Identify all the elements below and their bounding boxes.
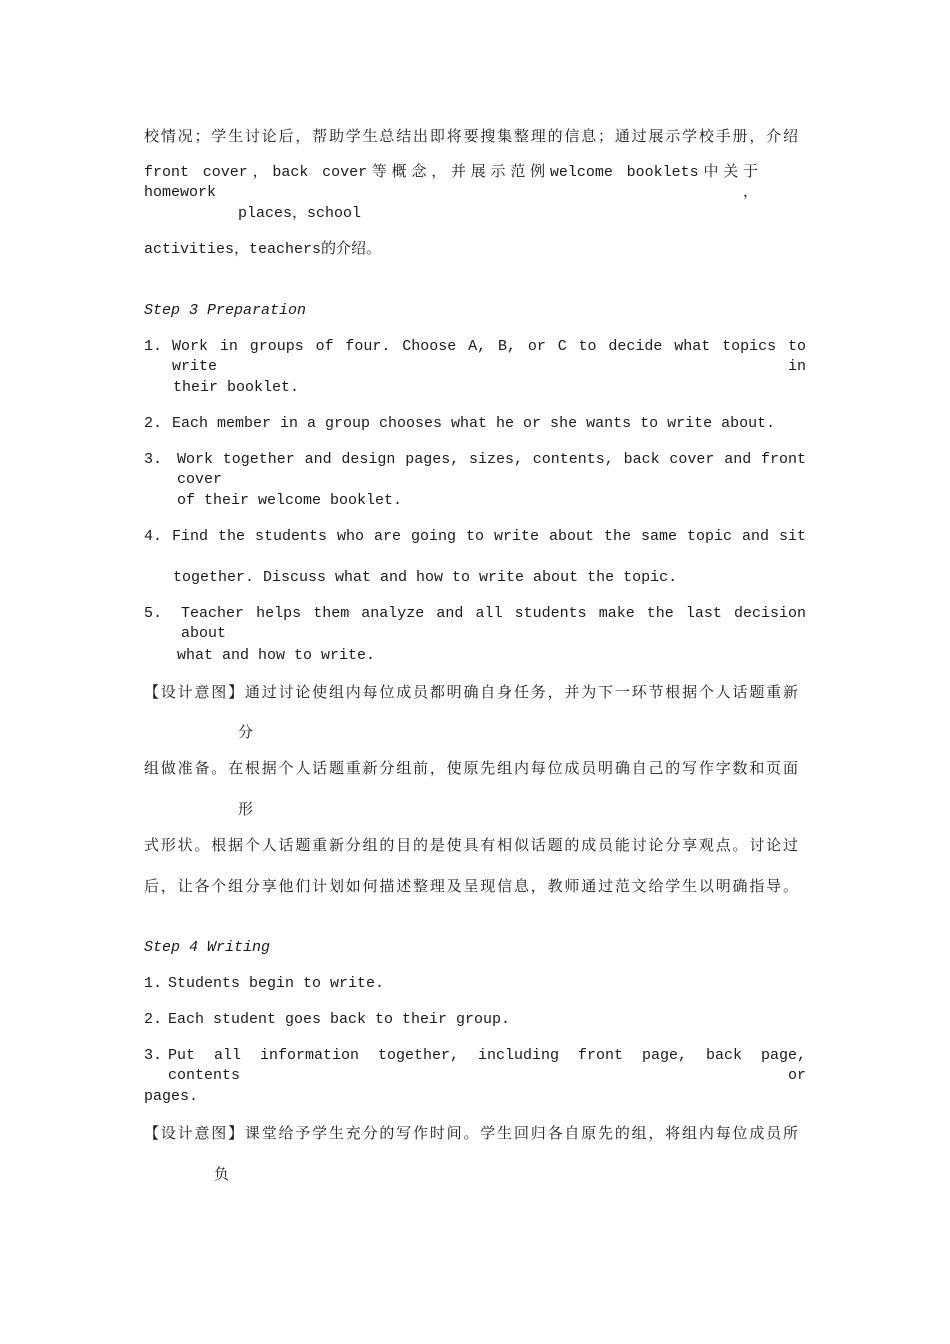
step4-item-1-number: 1. bbox=[144, 975, 163, 992]
step3-intent-line-4: 形 bbox=[238, 800, 254, 818]
step3-item-4-continuation: together. Discuss what and how to write about the topic. bbox=[173, 569, 678, 586]
step3-item-3-number: 3. bbox=[144, 451, 163, 468]
step4-heading: Step 4 Writing bbox=[144, 939, 271, 956]
step3-item-1-number: 1. bbox=[144, 338, 163, 355]
step3-item-2-number: 2. bbox=[144, 415, 163, 432]
step4-item-1-text: Students begin to write. bbox=[168, 975, 385, 992]
step3-item-4-number: 4. bbox=[144, 528, 163, 545]
step4-item-2-text: Each student goes back to their group. bbox=[168, 1011, 511, 1028]
step4-item-3-text: Put all information together, including front page, back page, contents or bbox=[168, 1047, 806, 1084]
intro-line-1: 校情况；学生讨论后，帮助学生总结出即将要搜集整理的信息；通过展示学校手册，介绍 bbox=[144, 127, 798, 145]
step3-item-4-text: Find the students who are going to write about the same topic and sit bbox=[172, 528, 806, 545]
intro-line-3: places，school bbox=[238, 205, 362, 222]
step3-intent-line-6: 后，让各个组分享他们计划如何描述整理及呈现信息，教师通过范文给学生以明确指导。 bbox=[144, 877, 798, 895]
step3-item-5-continuation: what and how to write. bbox=[177, 647, 376, 664]
step3-item-1-text: Work in groups of four. Choose A, B, or C to decide what topics to write in bbox=[172, 338, 806, 375]
step4-item-3-continuation: pages. bbox=[144, 1088, 199, 1105]
step3-item-2-text: Each member in a group chooses what he or she wants to write about. bbox=[172, 415, 776, 432]
step3-intent-line-2: 分 bbox=[238, 723, 254, 741]
step3-intent-line-3: 组做准备。在根据个人话题重新分组前，使原先组内每位成员明确自己的写作字数和页面 bbox=[144, 759, 798, 777]
step3-item-5-number: 5. bbox=[144, 605, 163, 622]
step4-item-2-number: 2. bbox=[144, 1011, 163, 1028]
step4-item-3-number: 3. bbox=[144, 1047, 163, 1064]
step4-intent-line-2: 负 bbox=[214, 1165, 230, 1183]
intro-line-4: activities，teachers的介绍。 bbox=[144, 241, 382, 258]
intro-line-2: front cover，back cover等概念，并展示范例welcome booklets中关于homework， bbox=[144, 164, 758, 201]
step3-heading: Step 3 Preparation bbox=[144, 302, 307, 319]
step3-item-1-continuation: their booklet. bbox=[173, 379, 300, 396]
step3-intent-line-5: 式形状。根据个人话题重新分组的目的是使具有相似话题的成员能讨论分享观点。讨论过 bbox=[144, 836, 798, 854]
step3-item-3-continuation: of their welcome booklet. bbox=[177, 492, 403, 509]
step3-item-3-text: Work together and design pages, sizes, contents, back cover and front cover bbox=[177, 451, 806, 488]
step3-intent-line-1: 【设计意图】通过讨论使组内每位成员都明确自身任务，并为下一环节根据个人话题重新 bbox=[144, 683, 798, 701]
step3-item-5-text: Teacher helps them analyze and all students make the last decision about bbox=[181, 605, 806, 642]
step4-intent-line-1: 【设计意图】课堂给予学生充分的写作时间。学生回归各自原先的组，将组内每位成员所 bbox=[144, 1124, 798, 1142]
